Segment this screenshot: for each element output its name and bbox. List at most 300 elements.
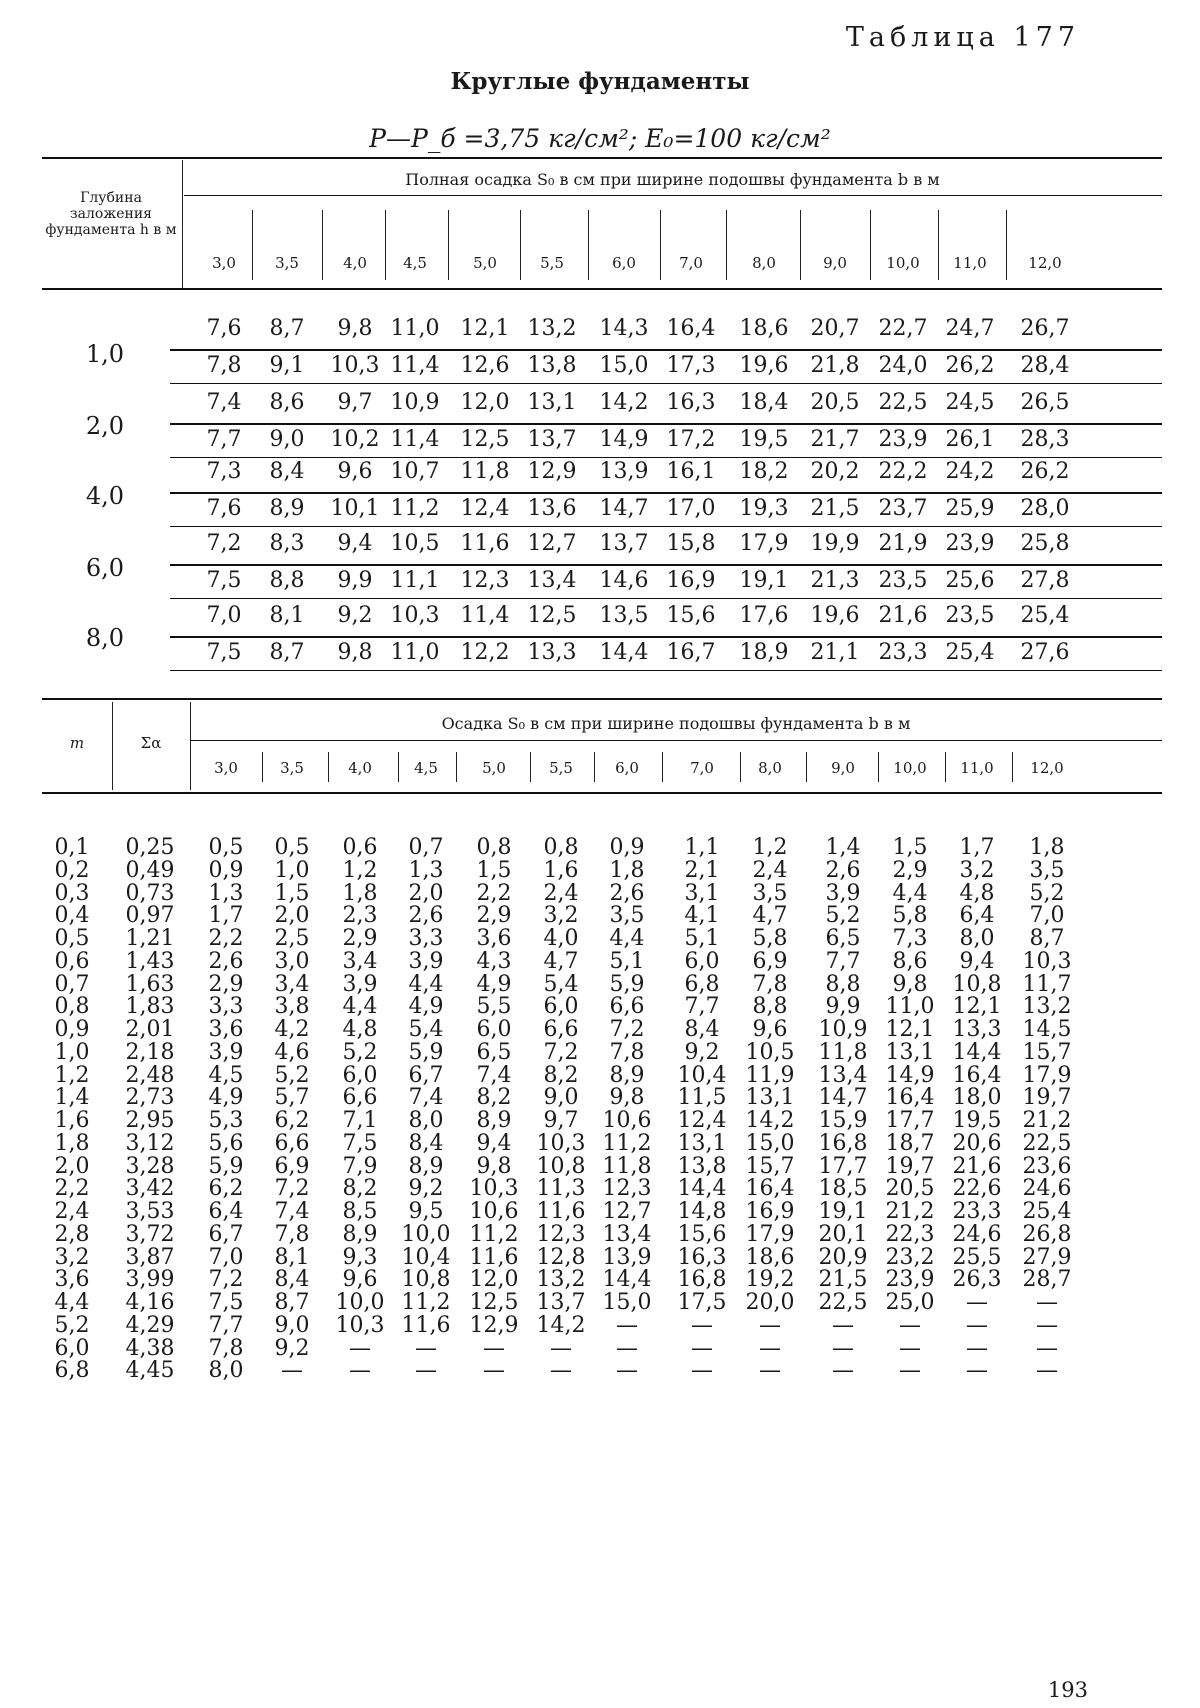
table1-cell-bottom: 8,9 [269, 496, 305, 521]
table2-cell: — [483, 1336, 505, 1361]
table1-cell-bottom: 19,5 [739, 427, 789, 452]
table2-cell: 12,3 [536, 1222, 586, 1247]
table2-cell: 0,7 [408, 835, 444, 860]
table1-cell-top: 13,9 [599, 459, 649, 484]
table2-cell: 2,6 [408, 903, 444, 928]
table2-cell: — [966, 1358, 988, 1383]
table2-cell: 14,2 [536, 1313, 586, 1338]
table1-cell-bottom: 24,0 [878, 353, 928, 378]
table1-cell-bottom: 7,5 [206, 640, 242, 665]
table2-cell: 11,9 [745, 1063, 795, 1088]
table2-cell: 26,3 [952, 1267, 1002, 1292]
table1-cell-bottom: 27,6 [1020, 640, 1070, 665]
table1-cell-bottom: 17,3 [666, 353, 716, 378]
table2-cell: 8,2 [476, 1085, 512, 1110]
table1-width-divider [800, 210, 801, 280]
table2-sum-value: 3,53 [125, 1199, 175, 1224]
table2-cell: 2,1 [684, 858, 720, 883]
table2-cell: 6,2 [208, 1176, 244, 1201]
table2-m-value: 5,2 [54, 1313, 90, 1338]
table1-cell-bottom: 7,8 [206, 353, 242, 378]
table1-cell-bottom: 16,7 [666, 640, 716, 665]
table2-cell: 8,7 [274, 1290, 310, 1315]
table2-cell: 16,4 [885, 1085, 935, 1110]
table1-cell-top: 25,8 [1020, 531, 1070, 556]
table2-cell: — [759, 1336, 781, 1361]
table2-cell: 9,4 [476, 1131, 512, 1156]
table1-cell-top: 24,2 [945, 459, 995, 484]
table2-width-header: 9,0 [831, 759, 855, 777]
table2-cell: 3,5 [1029, 858, 1065, 883]
table1-cell-bottom: 9,9 [337, 568, 373, 593]
table1-cell-bottom: 12,3 [460, 568, 510, 593]
table2-cell: — [966, 1313, 988, 1338]
table1-cell-top: 12,5 [527, 603, 577, 628]
table2-cell: 21,2 [1022, 1108, 1072, 1133]
table2-cell: 11,8 [602, 1154, 652, 1179]
table2-sum-value: 1,21 [125, 926, 175, 951]
table1-cell-top: 18,4 [739, 390, 789, 415]
table2-cell: 0,5 [208, 835, 244, 860]
table2-cell: 9,5 [408, 1199, 444, 1224]
table2-cell: 15,9 [818, 1108, 868, 1133]
table2-cell: 22,3 [885, 1222, 935, 1247]
table2-cell: 5,2 [1029, 881, 1065, 906]
table2-m-value: 0,9 [54, 1017, 90, 1042]
table1-cell-top: 15,8 [666, 531, 716, 556]
page-title: Круглые фундаменты [450, 68, 750, 95]
table2-cell: — [966, 1336, 988, 1361]
table2-cell: 4,2 [274, 1017, 310, 1042]
table2-cell: 3,2 [543, 903, 579, 928]
table2-cell: 10,8 [952, 972, 1002, 997]
table2-cell: 11,6 [536, 1199, 586, 1224]
table1-row-rule [170, 526, 1162, 527]
table2-cell: 10,0 [335, 1290, 385, 1315]
table1-cell-bottom: 8,8 [269, 568, 305, 593]
table2-cell: — [616, 1358, 638, 1383]
table1-group-rule [184, 195, 1162, 196]
table2-cell: 3,1 [684, 881, 720, 906]
table2-cell: 7,2 [274, 1176, 310, 1201]
table2-cell: 1,3 [408, 858, 444, 883]
table1-cell-top: 13,5 [599, 603, 649, 628]
table2-cell: 14,8 [677, 1199, 727, 1224]
table1-depth-value: 8,0 [85, 624, 125, 652]
table2-cell: 9,8 [892, 972, 928, 997]
table1-cell-bottom: 7,6 [206, 496, 242, 521]
table2-cell: 2,9 [892, 858, 928, 883]
table2-cell: — [899, 1313, 921, 1338]
table2-cell: — [415, 1336, 437, 1361]
table2-cell: — [966, 1290, 988, 1315]
table2-cell: 9,2 [274, 1336, 310, 1361]
table2-cell: 19,5 [952, 1108, 1002, 1133]
table2-m-value: 2,4 [54, 1199, 90, 1224]
table2-cell: 7,8 [752, 972, 788, 997]
table1-fraction-bar [170, 492, 1162, 494]
table2-cell: 12,8 [536, 1245, 586, 1270]
table1-row-rule [170, 598, 1162, 599]
table1-width-divider [588, 210, 589, 280]
table1-cell-bottom: 12,5 [460, 427, 510, 452]
table1-cell-top: 26,7 [1020, 316, 1070, 341]
table2-cell: 2,5 [274, 926, 310, 951]
table1-cell-top: 9,7 [337, 390, 373, 415]
table2-cell: — [349, 1336, 371, 1361]
table2-cell: 8,4 [408, 1131, 444, 1156]
table2-cell: 1,2 [752, 835, 788, 860]
table2-cell: 0,8 [476, 835, 512, 860]
table2-cell: 9,8 [609, 1085, 645, 1110]
table1-width-header: 9,0 [823, 254, 847, 272]
table2-cell: — [832, 1358, 854, 1383]
table2-cell: 23,3 [952, 1199, 1002, 1224]
table2-cell: 5,9 [208, 1154, 244, 1179]
table2-cell: 1,6 [543, 858, 579, 883]
table2-sum-value: 1,83 [125, 994, 175, 1019]
table2-cell: 2,2 [476, 881, 512, 906]
table2-cell: 5,3 [208, 1108, 244, 1133]
table2-cell: 5,2 [342, 1040, 378, 1065]
table1-cell-top: 13,1 [527, 390, 577, 415]
table2-cell: 20,9 [818, 1245, 868, 1270]
table2-cell: 16,4 [745, 1176, 795, 1201]
table2-cell: 8,9 [476, 1108, 512, 1133]
table2-cell: 7,8 [609, 1040, 645, 1065]
table1-cell-top: 14,3 [599, 316, 649, 341]
table1-cell-top: 24,7 [945, 316, 995, 341]
table2-cell: 23,2 [885, 1245, 935, 1270]
table2-sum-value: 0,73 [125, 881, 175, 906]
table2-cell: 1,7 [959, 835, 995, 860]
table2-cell: 8,4 [684, 1017, 720, 1042]
table1-width-header: 5,0 [473, 254, 497, 272]
table1-cell-bottom: 19,3 [739, 496, 789, 521]
table2-cell: — [1036, 1358, 1058, 1383]
table2-width-divider [806, 752, 807, 782]
table2-sum-value: 4,16 [125, 1290, 175, 1315]
table2-m-value: 2,8 [54, 1222, 90, 1247]
table2-cell: 1,4 [825, 835, 861, 860]
table2-cell: — [691, 1358, 713, 1383]
table1-cell-top: 11,0 [390, 316, 440, 341]
table2-cell: 9,9 [825, 994, 861, 1019]
table1-cell-top: 22,5 [878, 390, 928, 415]
table2-cell: 21,2 [885, 1199, 935, 1224]
table1-cell-top: 23,9 [945, 531, 995, 556]
table2-cell: — [832, 1313, 854, 1338]
table2-cell: 6,7 [408, 1063, 444, 1088]
table1-cell-top: 25,4 [1020, 603, 1070, 628]
table2-cell: 5,6 [208, 1131, 244, 1156]
table1-cell-bottom: 21,5 [810, 496, 860, 521]
table2-cell: 23,9 [885, 1267, 935, 1292]
table1-cell-bottom: 14,9 [599, 427, 649, 452]
table2-cell: 4,8 [342, 1017, 378, 1042]
table1-cell-bottom: 17,2 [666, 427, 716, 452]
table1-cell-top: 23,5 [945, 603, 995, 628]
table1-cell-bottom: 23,9 [878, 427, 928, 452]
table2-sum-value: 4,29 [125, 1313, 175, 1338]
table2-cell: 5,4 [543, 972, 579, 997]
table2-sum-value: 2,95 [125, 1108, 175, 1133]
table2-cell: 5,8 [892, 903, 928, 928]
table1-cell-bottom: 10,1 [330, 496, 380, 521]
table2-cell: 3,2 [959, 858, 995, 883]
table2-width-divider [662, 752, 663, 782]
table1-fraction-bar [170, 636, 1162, 638]
table2-cell: 3,9 [825, 881, 861, 906]
table1-cell-bottom: 25,6 [945, 568, 995, 593]
table1-cell-top: 22,2 [878, 459, 928, 484]
table2-cell: 10,8 [401, 1267, 451, 1292]
table2-cell: 3,9 [342, 972, 378, 997]
table2-sum-value: 2,01 [125, 1017, 175, 1042]
table2-width-header: 4,0 [348, 759, 372, 777]
table2-cell: — [550, 1358, 572, 1383]
table2-cell: 7,1 [342, 1108, 378, 1133]
table2-cell: 4,9 [208, 1085, 244, 1110]
table2-cell: 8,7 [1029, 926, 1065, 951]
table1-width-divider [448, 210, 449, 280]
table2-m-value: 0,5 [54, 926, 90, 951]
table2-cell: 8,8 [825, 972, 861, 997]
table1-depth-value: 6,0 [85, 554, 125, 582]
table2-m-value: 0,8 [54, 994, 90, 1019]
table2-cell: 13,2 [1022, 994, 1072, 1019]
table1-cell-bottom: 13,8 [527, 353, 577, 378]
table2-cell: 23,6 [1022, 1154, 1072, 1179]
table2-cell: 14,4 [602, 1267, 652, 1292]
table2-sum-value: 1,63 [125, 972, 175, 997]
table2-sum-value: 2,18 [125, 1040, 175, 1065]
table2-cell: 13,4 [602, 1222, 652, 1247]
table2-cell: 15,0 [745, 1131, 795, 1156]
table2-cell: 2,6 [825, 858, 861, 883]
table1-fraction-bar [170, 564, 1162, 566]
table2-cell: 21,6 [952, 1154, 1002, 1179]
table1-width-header: 5,5 [540, 254, 564, 272]
table2-cell: 10,9 [818, 1017, 868, 1042]
table2-cell: 0,5 [274, 835, 310, 860]
table1-cell-top: 19,6 [810, 603, 860, 628]
table1-cell-bottom: 11,0 [390, 640, 440, 665]
table1-cell-bottom: 12,4 [460, 496, 510, 521]
table1-cell-bottom: 25,4 [945, 640, 995, 665]
table2-cell: 2,2 [208, 926, 244, 951]
table2-m-value: 0,3 [54, 881, 90, 906]
table2-cell: 8,9 [342, 1222, 378, 1247]
table2-cell: 6,0 [342, 1063, 378, 1088]
table2-width-header: 3,0 [214, 759, 238, 777]
table2-cell: 3,8 [274, 994, 310, 1019]
table2-cell: 15,7 [1022, 1040, 1072, 1065]
table2-cell: 18,6 [745, 1245, 795, 1270]
table2-cell: 3,4 [274, 972, 310, 997]
table2-cell: 16,3 [677, 1245, 727, 1270]
table2-cell: 10,3 [1022, 949, 1072, 974]
table1-cell-bottom: 12,2 [460, 640, 510, 665]
table2-cell: — [550, 1336, 572, 1361]
table2-cell: 6,9 [274, 1154, 310, 1179]
table2-cell: 8,6 [892, 949, 928, 974]
table2-cell: 4,9 [408, 994, 444, 1019]
table2-cell: 7,4 [274, 1199, 310, 1224]
table2-cell: 7,4 [476, 1063, 512, 1088]
table2-cell: 7,0 [1029, 903, 1065, 928]
table1-depth-value: 1,0 [85, 340, 125, 368]
table1-cell-bottom: 18,9 [739, 640, 789, 665]
table2-cell: — [691, 1336, 713, 1361]
table2-cell: 15,0 [602, 1290, 652, 1315]
table2-m-value: 1,0 [54, 1040, 90, 1065]
table2-cell: 11,7 [1022, 972, 1072, 997]
table1-depth-value: 2,0 [85, 412, 125, 440]
table1-cell-top: 12,1 [460, 316, 510, 341]
table1-cell-top: 9,8 [337, 316, 373, 341]
table2-sum-value: 0,25 [125, 835, 175, 860]
table2-cell: 7,3 [892, 926, 928, 951]
table1-cell-bottom: 14,6 [599, 568, 649, 593]
table1-cell-bottom: 19,1 [739, 568, 789, 593]
table2-cell: — [1036, 1336, 1058, 1361]
table2-sum-divider [190, 702, 191, 790]
table1-cell-top: 10,9 [390, 390, 440, 415]
table2-sum-value: 2,73 [125, 1085, 175, 1110]
table2-cell: 2,3 [342, 903, 378, 928]
table2-group-rule [190, 740, 1162, 741]
table1-fraction-bar [170, 423, 1162, 425]
table2-cell: 14,7 [818, 1085, 868, 1110]
table2-cell: 1,8 [1029, 835, 1065, 860]
table1-cell-top: 10,5 [390, 531, 440, 556]
table2-cell: 13,7 [536, 1290, 586, 1315]
table2-cell: 6,0 [543, 994, 579, 1019]
page-number: 193 [1047, 1678, 1088, 1702]
table1-cell-top: 18,6 [739, 316, 789, 341]
table2-cell: 4,5 [208, 1063, 244, 1088]
table2-cell: 15,7 [745, 1154, 795, 1179]
table2-cell: 17,7 [885, 1108, 935, 1133]
table1-cell-top: 19,9 [810, 531, 860, 556]
table2-cell: — [1036, 1313, 1058, 1338]
table1-top-rule [42, 157, 1162, 159]
table2-group-header: Осадка S₀ в см при ширине подошвы фундамента b в м [441, 714, 911, 733]
table1-cell-bottom: 16,9 [666, 568, 716, 593]
table1-cell-top: 9,6 [337, 459, 373, 484]
table2-cell: — [281, 1358, 303, 1383]
table2-cell: 7,8 [208, 1336, 244, 1361]
table1-cell-top: 21,6 [878, 603, 928, 628]
table1-cell-bottom: 13,3 [527, 640, 577, 665]
table1-cell-bottom: 23,7 [878, 496, 928, 521]
table2-cell: 17,9 [745, 1222, 795, 1247]
table1-depth-value: 4,0 [85, 482, 125, 510]
table2-cell: 2,9 [342, 926, 378, 951]
table2-cell: 4,1 [684, 903, 720, 928]
table2-cell: 22,5 [1022, 1131, 1072, 1156]
table1-cell-top: 8,4 [269, 459, 305, 484]
table1-group-header: Полная осадка S₀ в см при ширине подошвы фундамента b в м [405, 170, 940, 189]
table2-cell: 2,0 [274, 903, 310, 928]
table1-width-header: 10,0 [886, 254, 920, 272]
table1-cell-bottom: 14,4 [599, 640, 649, 665]
table2-cell: 8,0 [208, 1358, 244, 1383]
table1-cell-bottom: 27,8 [1020, 568, 1070, 593]
table2-sum-value: 0,97 [125, 903, 175, 928]
table2-cell: 4,8 [959, 881, 995, 906]
table2-cell: 13,4 [818, 1063, 868, 1088]
table1-cell-bottom: 21,8 [810, 353, 860, 378]
table2-cell: 20,6 [952, 1131, 1002, 1156]
table1-cell-bottom: 25,9 [945, 496, 995, 521]
table1-cell-bottom: 17,0 [666, 496, 716, 521]
table1-cell-top: 10,7 [390, 459, 440, 484]
table1-cell-top: 17,9 [739, 531, 789, 556]
table2-cell: 8,1 [274, 1245, 310, 1270]
table2-cell: 17,7 [818, 1154, 868, 1179]
table1-cell-bottom: 13,6 [527, 496, 577, 521]
table2-cell: 1,5 [476, 858, 512, 883]
table2-cell: 8,2 [543, 1063, 579, 1088]
table1-cell-top: 24,5 [945, 390, 995, 415]
table1-cell-bottom: 11,4 [390, 427, 440, 452]
table2-width-header: 6,0 [615, 759, 639, 777]
table2-cell: 14,2 [745, 1108, 795, 1133]
table1-cell-top: 26,2 [1020, 459, 1070, 484]
table2-cell: 13,1 [885, 1040, 935, 1065]
table2-cell: 10,3 [335, 1313, 385, 1338]
table2-cell: 4,4 [342, 994, 378, 1019]
table2-cell: 22,5 [818, 1290, 868, 1315]
table2-cell: 12,0 [469, 1267, 519, 1292]
table2-cell: 13,1 [745, 1085, 795, 1110]
table1-cell-top: 16,1 [666, 459, 716, 484]
table2-cell: 1,8 [609, 858, 645, 883]
table2-cell: 7,5 [342, 1131, 378, 1156]
table2-cell: 5,5 [476, 994, 512, 1019]
table1-cell-bottom: 12,6 [460, 353, 510, 378]
table2-cell: — [899, 1336, 921, 1361]
table2-cell: 8,2 [342, 1176, 378, 1201]
table2-cell: 3,9 [208, 1040, 244, 1065]
table2-cell: 4,9 [476, 972, 512, 997]
table1-cell-bottom: 10,2 [330, 427, 380, 452]
table2-cell: — [483, 1358, 505, 1383]
table2-cell: 9,4 [959, 949, 995, 974]
table2-m-value: 6,8 [54, 1358, 90, 1383]
table2-cell: 12,3 [602, 1176, 652, 1201]
table2-cell: — [759, 1313, 781, 1338]
table2-cell: 9,8 [476, 1154, 512, 1179]
table2-width-header: 3,5 [280, 759, 304, 777]
table2-cell: 7,2 [609, 1017, 645, 1042]
table2-cell: 16,8 [818, 1131, 868, 1156]
table1-cell-bottom: 28,3 [1020, 427, 1070, 452]
table2-m-divider [112, 702, 113, 790]
table2-cell: — [415, 1358, 437, 1383]
table1-cell-bottom: 13,4 [527, 568, 577, 593]
table2-cell: 7,7 [825, 949, 861, 974]
table2-sum-value: 1,43 [125, 949, 175, 974]
table2-cell: 10,4 [677, 1063, 727, 1088]
table1-width-divider [726, 210, 727, 280]
table1-cell-top: 18,2 [739, 459, 789, 484]
table1-row-rule [170, 457, 1162, 458]
table1-width-header: 3,0 [212, 254, 236, 272]
table2-cell: — [691, 1313, 713, 1338]
